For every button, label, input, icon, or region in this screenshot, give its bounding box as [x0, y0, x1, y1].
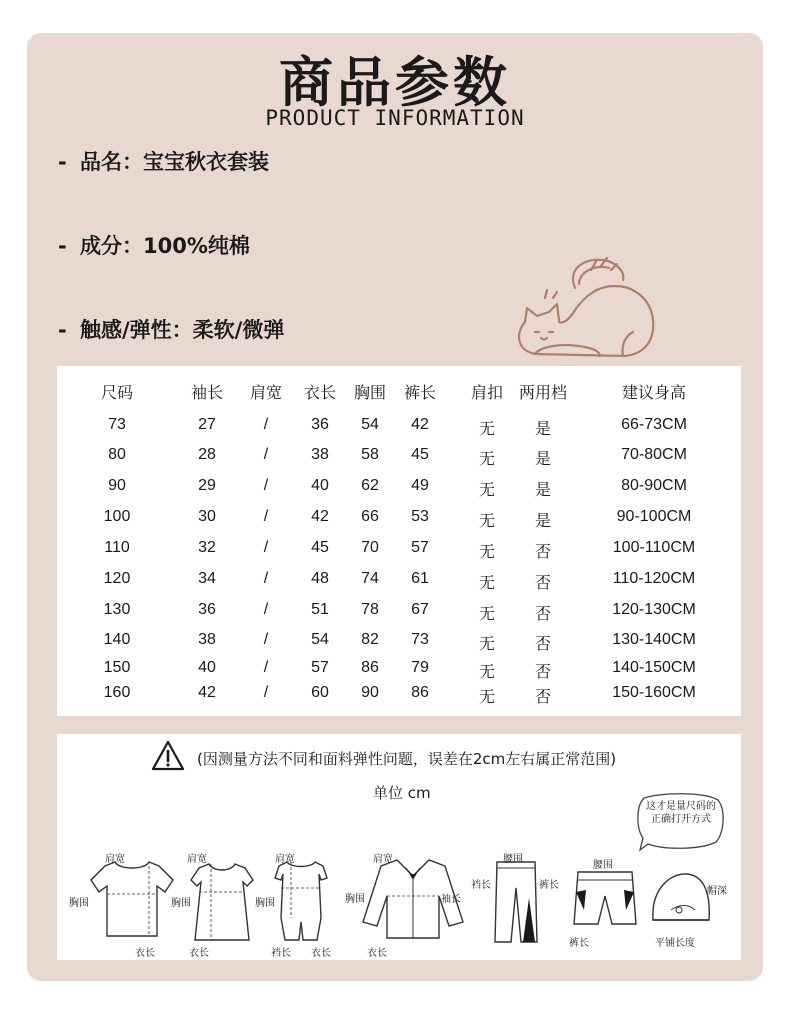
- table-cell: 120-130CM: [612, 601, 696, 618]
- table-cell: 29: [198, 477, 216, 494]
- chest-label-4: 胸围: [345, 894, 365, 905]
- page-subtitle: PRODUCT INFORMATION: [265, 106, 525, 130]
- page-title: 商品参数: [279, 51, 511, 114]
- measurement-guide: [57, 734, 741, 960]
- tshirt-icon: [87, 852, 177, 942]
- table-cell: 80: [108, 446, 126, 463]
- table-cell: 38: [198, 631, 216, 648]
- table-cell: 是: [534, 482, 551, 499]
- table-cell: 42: [411, 416, 429, 433]
- table-cell: 62: [361, 477, 379, 494]
- table-row: [57, 539, 741, 563]
- chest-label: 胸围: [69, 898, 89, 909]
- table-row: [57, 446, 741, 470]
- table-cell: 150-160CM: [612, 684, 696, 701]
- table-cell: 54: [311, 631, 329, 648]
- header-dual-crotch: 两用档: [518, 385, 567, 402]
- crotch-label: 裆长: [271, 948, 291, 959]
- table-cell: 51: [311, 601, 329, 618]
- table-cell: 是: [534, 421, 551, 438]
- flat-length-label: 平铺长度: [655, 938, 695, 949]
- table-cell: 27: [198, 416, 216, 433]
- table-row: [57, 477, 741, 501]
- table-cell: 34: [198, 570, 216, 587]
- table-cell: 67: [411, 601, 429, 618]
- shoulder-label: 肩宽: [105, 854, 125, 865]
- header-pants-length: 裤长: [403, 385, 436, 402]
- table-cell: 无: [478, 544, 495, 561]
- table-cell: 36: [311, 416, 329, 433]
- hat-icon: [649, 870, 713, 926]
- table-cell: 否: [534, 544, 551, 561]
- warning-icon: [151, 740, 185, 772]
- table-cell: /: [263, 601, 269, 618]
- header-top-length: 衣长: [303, 385, 336, 402]
- length-label-2: 衣长: [189, 948, 209, 959]
- header-height: 建议身高: [621, 385, 686, 402]
- waist-label-2: 腰围: [593, 860, 613, 871]
- attribute-dash: -: [58, 318, 67, 342]
- table-cell: 54: [361, 416, 379, 433]
- table-cell: 57: [311, 659, 329, 676]
- table-cell: 110: [104, 539, 130, 556]
- table-cell: 36: [198, 601, 216, 618]
- table-cell: 是: [534, 513, 551, 530]
- header-shoulder: 肩宽: [249, 385, 282, 402]
- romper-icon: [271, 858, 331, 944]
- shoulder-label-3: 肩宽: [275, 854, 295, 865]
- table-cell: 160: [103, 684, 131, 701]
- stretching-cat-icon: [505, 250, 665, 368]
- table-cell: 无: [478, 513, 495, 530]
- header-shoulder-button: 肩扣: [470, 385, 503, 402]
- table-cell: 42: [198, 684, 216, 701]
- table-cell: 70-80CM: [621, 446, 687, 463]
- table-row: [57, 631, 741, 655]
- header-chest: 胸围: [353, 385, 386, 402]
- table-row: [57, 416, 741, 440]
- table-cell: 42: [311, 508, 329, 525]
- table-cell: 否: [534, 606, 551, 623]
- table-cell: /: [263, 446, 269, 463]
- table-cell: 48: [311, 570, 329, 587]
- table-cell: 100-110CM: [612, 539, 696, 556]
- table-cell: 无: [478, 664, 495, 681]
- shoulder-label-4: 肩宽: [373, 854, 393, 865]
- attribute-text: 触感/弹性：柔软/微弹: [80, 318, 285, 342]
- table-cell: 80-90CM: [621, 477, 687, 494]
- chest-label-3: 胸围: [255, 898, 275, 909]
- table-header-row: [57, 380, 741, 404]
- table-cell: 38: [311, 446, 329, 463]
- table-cell: 无: [478, 689, 495, 706]
- table-cell: 82: [361, 631, 379, 648]
- table-cell: 90: [361, 684, 379, 701]
- table-cell: /: [263, 477, 269, 494]
- table-cell: 78: [361, 601, 379, 618]
- table-cell: 120: [103, 570, 131, 587]
- chest-label-2: 胸围: [171, 898, 191, 909]
- table-cell: 无: [478, 575, 495, 592]
- table-cell: 130: [103, 601, 131, 618]
- waist-label: 腰围: [503, 854, 523, 865]
- table-cell: 90: [108, 477, 126, 494]
- table-cell: 73: [108, 416, 126, 433]
- table-cell: 130-140CM: [612, 631, 696, 648]
- header-size: 尺码: [100, 385, 133, 402]
- table-cell: 74: [361, 570, 379, 587]
- length-label-3: 衣长: [311, 948, 331, 959]
- sleeve-label: 袖长: [441, 894, 461, 905]
- table-cell: 否: [534, 689, 551, 706]
- table-cell: 57: [411, 539, 429, 556]
- table-cell: 90-100CM: [616, 508, 692, 525]
- hat-depth-label: 帽深: [707, 886, 727, 897]
- table-cell: 无: [478, 451, 495, 468]
- size-table: [57, 366, 741, 716]
- table-cell: 否: [534, 636, 551, 653]
- pants-length-label: 裤长: [539, 880, 559, 891]
- table-cell: 60: [311, 684, 329, 701]
- header-sleeve: 袖长: [190, 385, 223, 402]
- table-cell: /: [263, 684, 269, 701]
- table-cell: 无: [478, 482, 495, 499]
- table-cell: 73: [411, 631, 429, 648]
- table-cell: 110-120CM: [612, 570, 696, 587]
- table-cell: 49: [411, 477, 429, 494]
- table-cell: /: [263, 416, 269, 433]
- pants-icon: [489, 858, 543, 944]
- table-cell: 86: [361, 659, 379, 676]
- table-row: [57, 601, 741, 625]
- attribute-dash: -: [58, 234, 67, 258]
- table-cell: 140: [103, 631, 131, 648]
- table-cell: 无: [478, 636, 495, 653]
- pants-length-label-2: 裤长: [569, 938, 589, 949]
- table-cell: 否: [534, 664, 551, 681]
- table-cell: 100: [103, 508, 131, 525]
- table-cell: /: [263, 539, 269, 556]
- table-cell: 无: [478, 421, 495, 438]
- table-cell: /: [263, 508, 269, 525]
- table-cell: 61: [411, 570, 429, 587]
- table-cell: 86: [411, 684, 429, 701]
- attribute-text: 品名：宝宝秋衣套装: [80, 150, 269, 174]
- attribute-text: 成分：100%纯棉: [80, 234, 250, 258]
- table-row: [57, 684, 741, 708]
- table-row: [57, 570, 741, 594]
- shoulder-label-2: 肩宽: [187, 854, 207, 865]
- table-cell: 66-73CM: [621, 416, 687, 433]
- measurement-warning: (因测量方法不同和面料弹性问题，误差在2cm左右属正常范围): [197, 750, 617, 768]
- attribute-product-name: [58, 146, 269, 176]
- tunic-icon: [187, 858, 257, 944]
- table-cell: 45: [411, 446, 429, 463]
- length-label-4: 衣长: [367, 948, 387, 959]
- table-cell: 150: [103, 659, 131, 676]
- table-cell: 58: [361, 446, 379, 463]
- table-cell: 40: [311, 477, 329, 494]
- table-cell: 是: [534, 451, 551, 468]
- attribute-feel: [58, 314, 284, 344]
- table-cell: 140-150CM: [612, 659, 696, 676]
- crotch-label-2: 裆长: [471, 880, 491, 891]
- table-cell: 79: [411, 659, 429, 676]
- measure-note: 这才是量尺码的正确打开方式: [646, 801, 716, 825]
- table-cell: /: [263, 659, 269, 676]
- table-cell: 40: [198, 659, 216, 676]
- table-cell: 66: [361, 508, 379, 525]
- attribute-composition: [58, 230, 250, 260]
- length-label: 衣长: [135, 948, 155, 959]
- table-cell: 30: [198, 508, 216, 525]
- table-cell: 70: [361, 539, 379, 556]
- table-row: [57, 659, 741, 683]
- table-cell: 32: [198, 539, 216, 556]
- table-cell: 28: [198, 446, 216, 463]
- table-cell: 无: [478, 606, 495, 623]
- table-cell: 45: [311, 539, 329, 556]
- shorts-icon: [572, 866, 638, 932]
- table-row: [57, 508, 741, 532]
- table-cell: 53: [411, 508, 429, 525]
- table-cell: 否: [534, 575, 551, 592]
- attribute-dash: -: [58, 150, 67, 174]
- table-cell: /: [263, 631, 269, 648]
- unit-label: 单位 cm: [373, 784, 431, 802]
- table-cell: /: [263, 570, 269, 587]
